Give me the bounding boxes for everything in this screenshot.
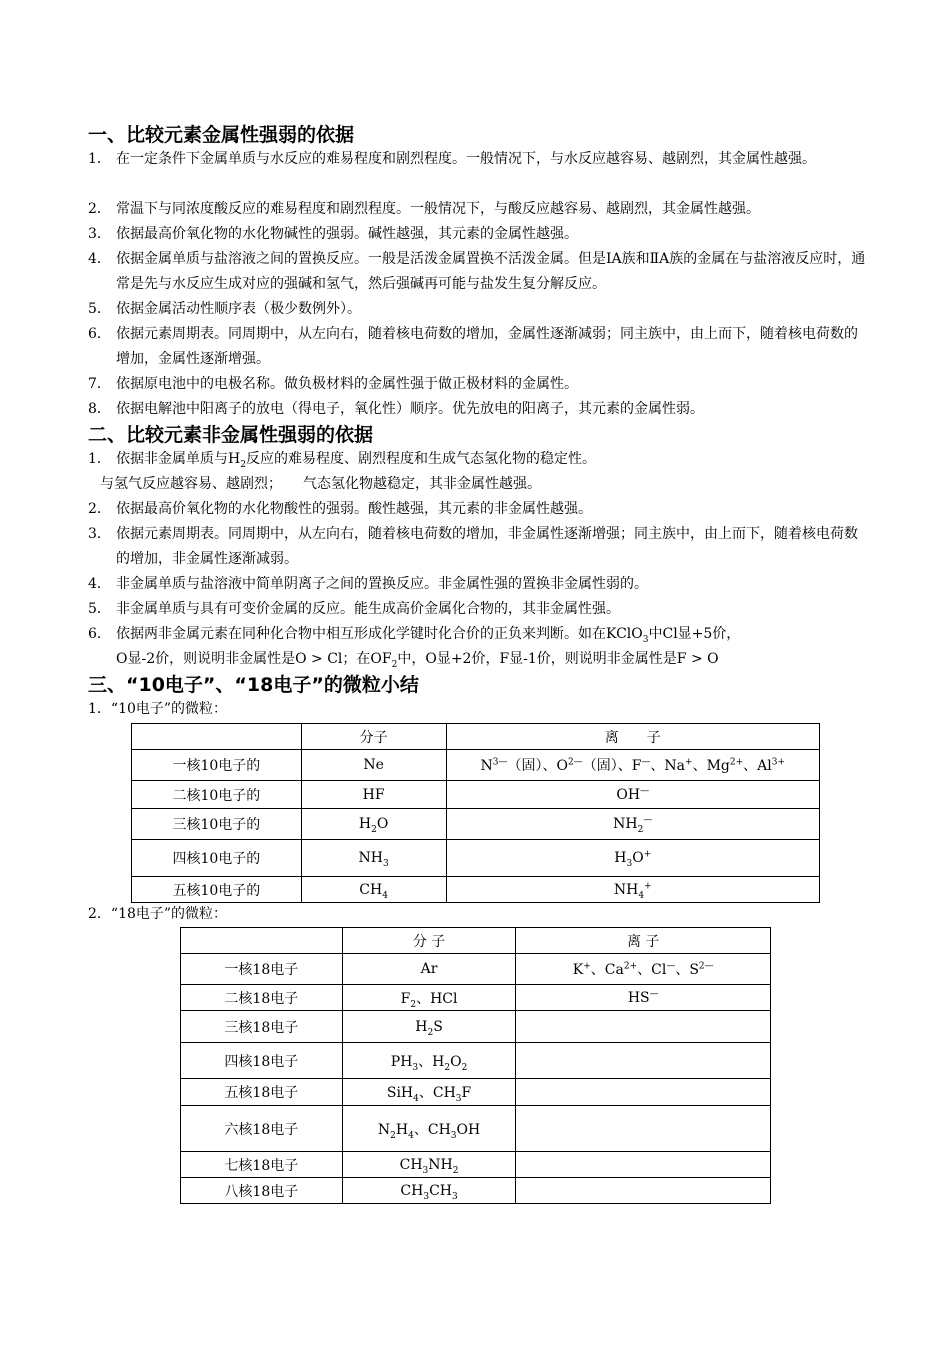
s2-item-4-text: 非金属单质与盐溶液中简单阴离子之间的置换反应。非金属性强的置换非金属性弱的。	[116, 576, 648, 592]
s2-item-6-num: 6．	[88, 626, 111, 642]
molecule-cell: $F_2$、HCl	[342, 985, 516, 1011]
ion-cell: K+、$Ca^{2+}$、Cl—、$S^{2—}$	[516, 954, 771, 985]
row-label: 三核10电子的	[132, 809, 302, 840]
s1-item-1-text: 在一定条件下金属单质与水反应的难易程度和剧烈程度。一般情况下，与水反应越容易、越剧烈，其金属性越强。	[116, 151, 816, 167]
molecule-cell: $NH_3$	[301, 840, 446, 877]
ion-cell	[516, 1106, 771, 1152]
molecule-cell: $H_2O$	[301, 809, 446, 840]
s2-item-4-num: 4．	[88, 576, 111, 592]
s1-item-2-num: 2．	[88, 201, 111, 217]
table-row	[132, 750, 820, 781]
molecule-cell: $CH_3CH_3$	[342, 1178, 516, 1204]
header-empty	[132, 724, 302, 750]
s1-item-6-num: 6．	[88, 326, 111, 342]
ion-cell	[516, 1011, 771, 1043]
row-label: 三核18电子	[181, 1011, 343, 1043]
ion-cell: HS—	[516, 985, 771, 1011]
row-label: 二核10电子的	[132, 781, 302, 809]
s1-item-4-text: 依据金属单质与盐溶液之间的置换反应。一般是活泼金属置换不活泼金属。但是ⅠA族和ⅡA族的金属在与盐溶液反应时，通常是先与水反应生成对应的强碱和氢气，然后强碱再可能与盐发生复分解反应。	[116, 251, 866, 292]
row-label: 七核18电子	[181, 1152, 343, 1178]
molecule-cell: Ne	[301, 750, 446, 781]
molecule-cell: $CH_3NH_2$	[342, 1152, 516, 1178]
s2-item-6-line2: O显-2价，则说明非金属性是O > Cl；在$OF_2$中，O显+2价，F显-1价，则说明非金属性是F > O	[116, 651, 719, 670]
table-row	[181, 1043, 771, 1079]
table-row	[181, 1011, 771, 1043]
row-label: 四核18电子	[181, 1043, 343, 1079]
s1-item-6-text: 依据元素周期表。同周期中，从左向右，随着核电荷数的增加，金属性逐渐减弱；同主族中，由上而下，随着核电荷数的增加，金属性逐渐增强。	[116, 326, 858, 367]
s1-item-2-text: 常温下与同浓度酸反应的难易程度和剧烈程度。一般情况下，与酸反应越容易、越剧烈，其金属性越强。	[116, 201, 760, 217]
s1-item-7-text: 依据原电池中的电极名称。做负极材料的金属性强于做正极材料的金属性。	[116, 376, 578, 392]
ion-cell: OH—	[446, 781, 819, 809]
molecule-cell: $H_2S$	[342, 1011, 516, 1043]
sub-18-electron-title: 2．“18电子”的微粒：	[88, 906, 228, 922]
s1-item-3-text: 依据最高价氧化物的水化物碱性的强弱。碱性越强，其元素的金属性越强。	[116, 226, 578, 242]
table-row	[181, 1152, 771, 1178]
table-row	[181, 954, 771, 985]
s2-item-1-num: 1．	[88, 451, 111, 467]
molecule-cell: $N_2H_4$、$CH_3OH$	[342, 1106, 516, 1152]
ion-cell: $NH_4^+$	[446, 877, 819, 903]
s2-item-5-text: 非金属单质与具有可变价金属的反应。能生成高价金属化合物的，其非金属性强。	[116, 601, 620, 617]
section3-title: 三、“10电子”、“18电子”的微粒小结	[88, 674, 419, 696]
ion-cell: $NH_2^—$	[446, 809, 819, 840]
ion-cell: $H_3O^+$	[446, 840, 819, 877]
molecule-cell: $CH_4$	[301, 877, 446, 903]
table-row	[181, 1079, 771, 1106]
s1-item-1-num: 1．	[88, 151, 111, 167]
table-10-electron	[131, 723, 820, 903]
table-18-electron	[180, 927, 771, 1204]
ion-cell: $N^{3—}$（固）、$O^{2—}$（固）、F—、Na+、$Mg^{2+}$、$Al^{3+}$	[446, 750, 819, 781]
row-label: 二核18电子	[181, 985, 343, 1011]
header-molecule: 分 子	[342, 928, 516, 954]
table-row	[132, 877, 820, 903]
row-label: 五核18电子	[181, 1079, 343, 1106]
table-row	[181, 985, 771, 1011]
s1-item-4-num: 4．	[88, 251, 111, 267]
s2-item-6-line1: 依据两非金属元素在同种化合物中相互形成化学键时化合价的正负来判断。如在KClO$_3$中Cl显+5价，	[116, 626, 741, 645]
section1-title: 一、比较元素金属性强弱的依据	[88, 124, 355, 146]
ion-cell	[516, 1152, 771, 1178]
table-header	[132, 724, 820, 750]
row-label: 八核18电子	[181, 1178, 343, 1204]
s2-item-3-text: 依据元素周期表。同周期中，从左向右，随着核电荷数的增加，非金属性逐渐增强；同主族中，由上而下，随着核电荷数的增加，非金属性逐渐减弱。	[116, 526, 858, 567]
s1-item-3-num: 3．	[88, 226, 111, 242]
molecule-cell: $PH_3$、$H_2O_2$	[342, 1043, 516, 1079]
header-ion: 离 子	[446, 724, 819, 750]
s2-item-1-text: 依据非金属单质与$H_2$反应的难易程度、剧烈程度和生成气态氢化物的稳定性。	[116, 451, 596, 470]
s2-item-5-num: 5．	[88, 601, 111, 617]
table-row	[181, 1106, 771, 1152]
row-label: 一核10电子的	[132, 750, 302, 781]
s1-item-8-num: 8．	[88, 401, 111, 417]
s1-item-5-num: 5．	[88, 301, 111, 317]
molecule-cell: Ar	[342, 954, 516, 985]
sub-10-electron-title: 1．“10电子”的微粒：	[88, 701, 228, 717]
s2-item-1-extra: 与氢气反应越容易、越剧烈； 气态氢化物越稳定，其非金属性越强。	[100, 476, 541, 492]
s1-item-5-text: 依据金属活动性顺序表（极少数例外）。	[116, 301, 361, 317]
ion-cell	[516, 1079, 771, 1106]
row-label: 六核18电子	[181, 1106, 343, 1152]
row-label: 四核10电子的	[132, 840, 302, 877]
s2-item-2-num: 2．	[88, 501, 111, 517]
table-row	[132, 809, 820, 840]
header-molecule: 分子	[301, 724, 446, 750]
row-label: 五核10电子的	[132, 877, 302, 903]
molecule-cell: SiH$_4$、$CH_3F$	[342, 1079, 516, 1106]
ion-cell	[516, 1178, 771, 1204]
table-row	[132, 840, 820, 877]
table-row	[181, 1178, 771, 1204]
table-row	[132, 781, 820, 809]
s2-item-3-num: 3．	[88, 526, 111, 542]
ion-cell	[516, 1043, 771, 1079]
header-ion: 离 子	[516, 928, 771, 954]
molecule-cell: HF	[301, 781, 446, 809]
s2-item-2-text: 依据最高价氧化物的水化物酸性的强弱。酸性越强，其元素的非金属性越强。	[116, 501, 592, 517]
row-label: 一核18电子	[181, 954, 343, 985]
section2-title: 二、比较元素非金属性强弱的依据	[88, 424, 374, 446]
header-empty	[181, 928, 343, 954]
table-header	[181, 928, 771, 954]
s1-item-7-num: 7．	[88, 376, 111, 392]
s1-item-8-text: 依据电解池中阳离子的放电（得电子，氧化性）顺序。优先放电的阳离子，其元素的金属性弱。	[116, 401, 704, 417]
